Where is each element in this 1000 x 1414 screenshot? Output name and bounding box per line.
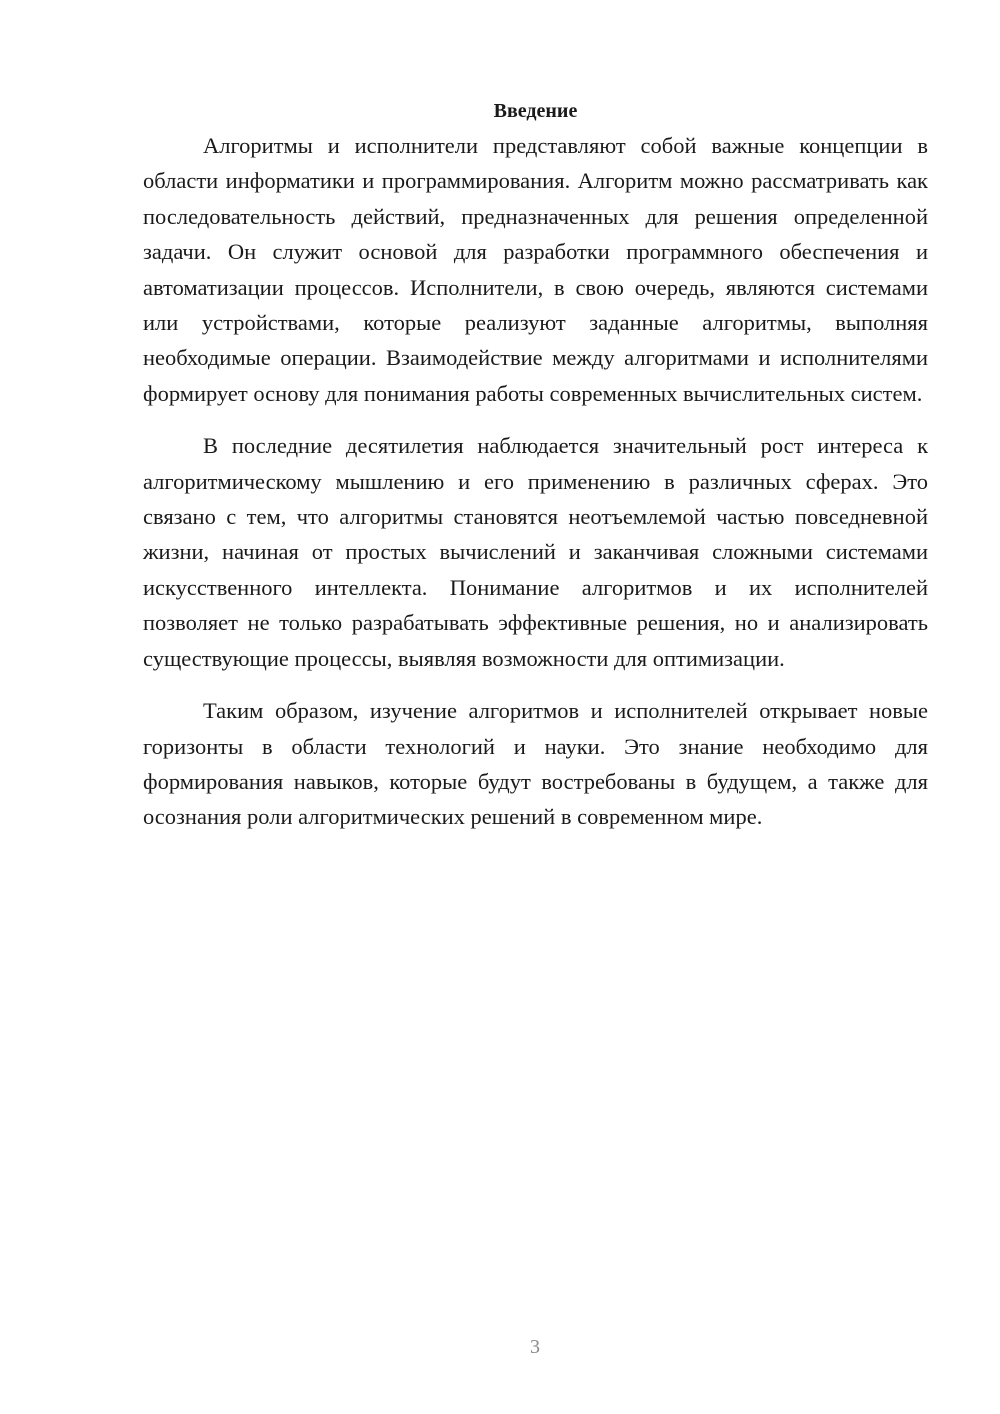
paragraph-3: Таким образом, изучение алгоритмов и исполнителей открывает новые горизонты в области технологий и науки. Это знание необходимо для формирования навыков, которые будут востребованы в будущем, а также для осознания роли алгоритмических решений в современном мире.: [143, 698, 928, 830]
page-content: [143, 96, 928, 852]
page-number: 3: [530, 1336, 540, 1358]
paragraph-1: Алгоритмы и исполнители представляют собой важные концепции в области информатики и программирования. Алгоритм можно рассматривать как последовательность действий, предназначенных для решения определенной задачи. Он служит основой для разработки программного обеспечения и автоматизации процессов. Исполнители, в свою очередь, являются системами или устройствами, которые реализуют заданные алгоритмы, выполняя необходимые операции. Взаимодействие между алгоритмами и исполнителями формирует основу для понимания работы современных вычислительных систем.: [143, 133, 928, 406]
paragraph-2: В последние десятилетия наблюдается значительный рост интереса к алгоритмическому мышлению и его применению в различных сферах. Это связано с тем, что алгоритмы становятся неотъемлемой частью повседневной жизни, начиная от простых вычислений и заканчивая сложными системами искусственного интеллекта. Понимание алгоритмов и их исполнителей позволяет не только разрабатывать эффективные решения, но и анализировать существующие процессы, выявляя возможности для оптимизации.: [143, 433, 928, 671]
section-heading: Введение: [493, 100, 578, 122]
